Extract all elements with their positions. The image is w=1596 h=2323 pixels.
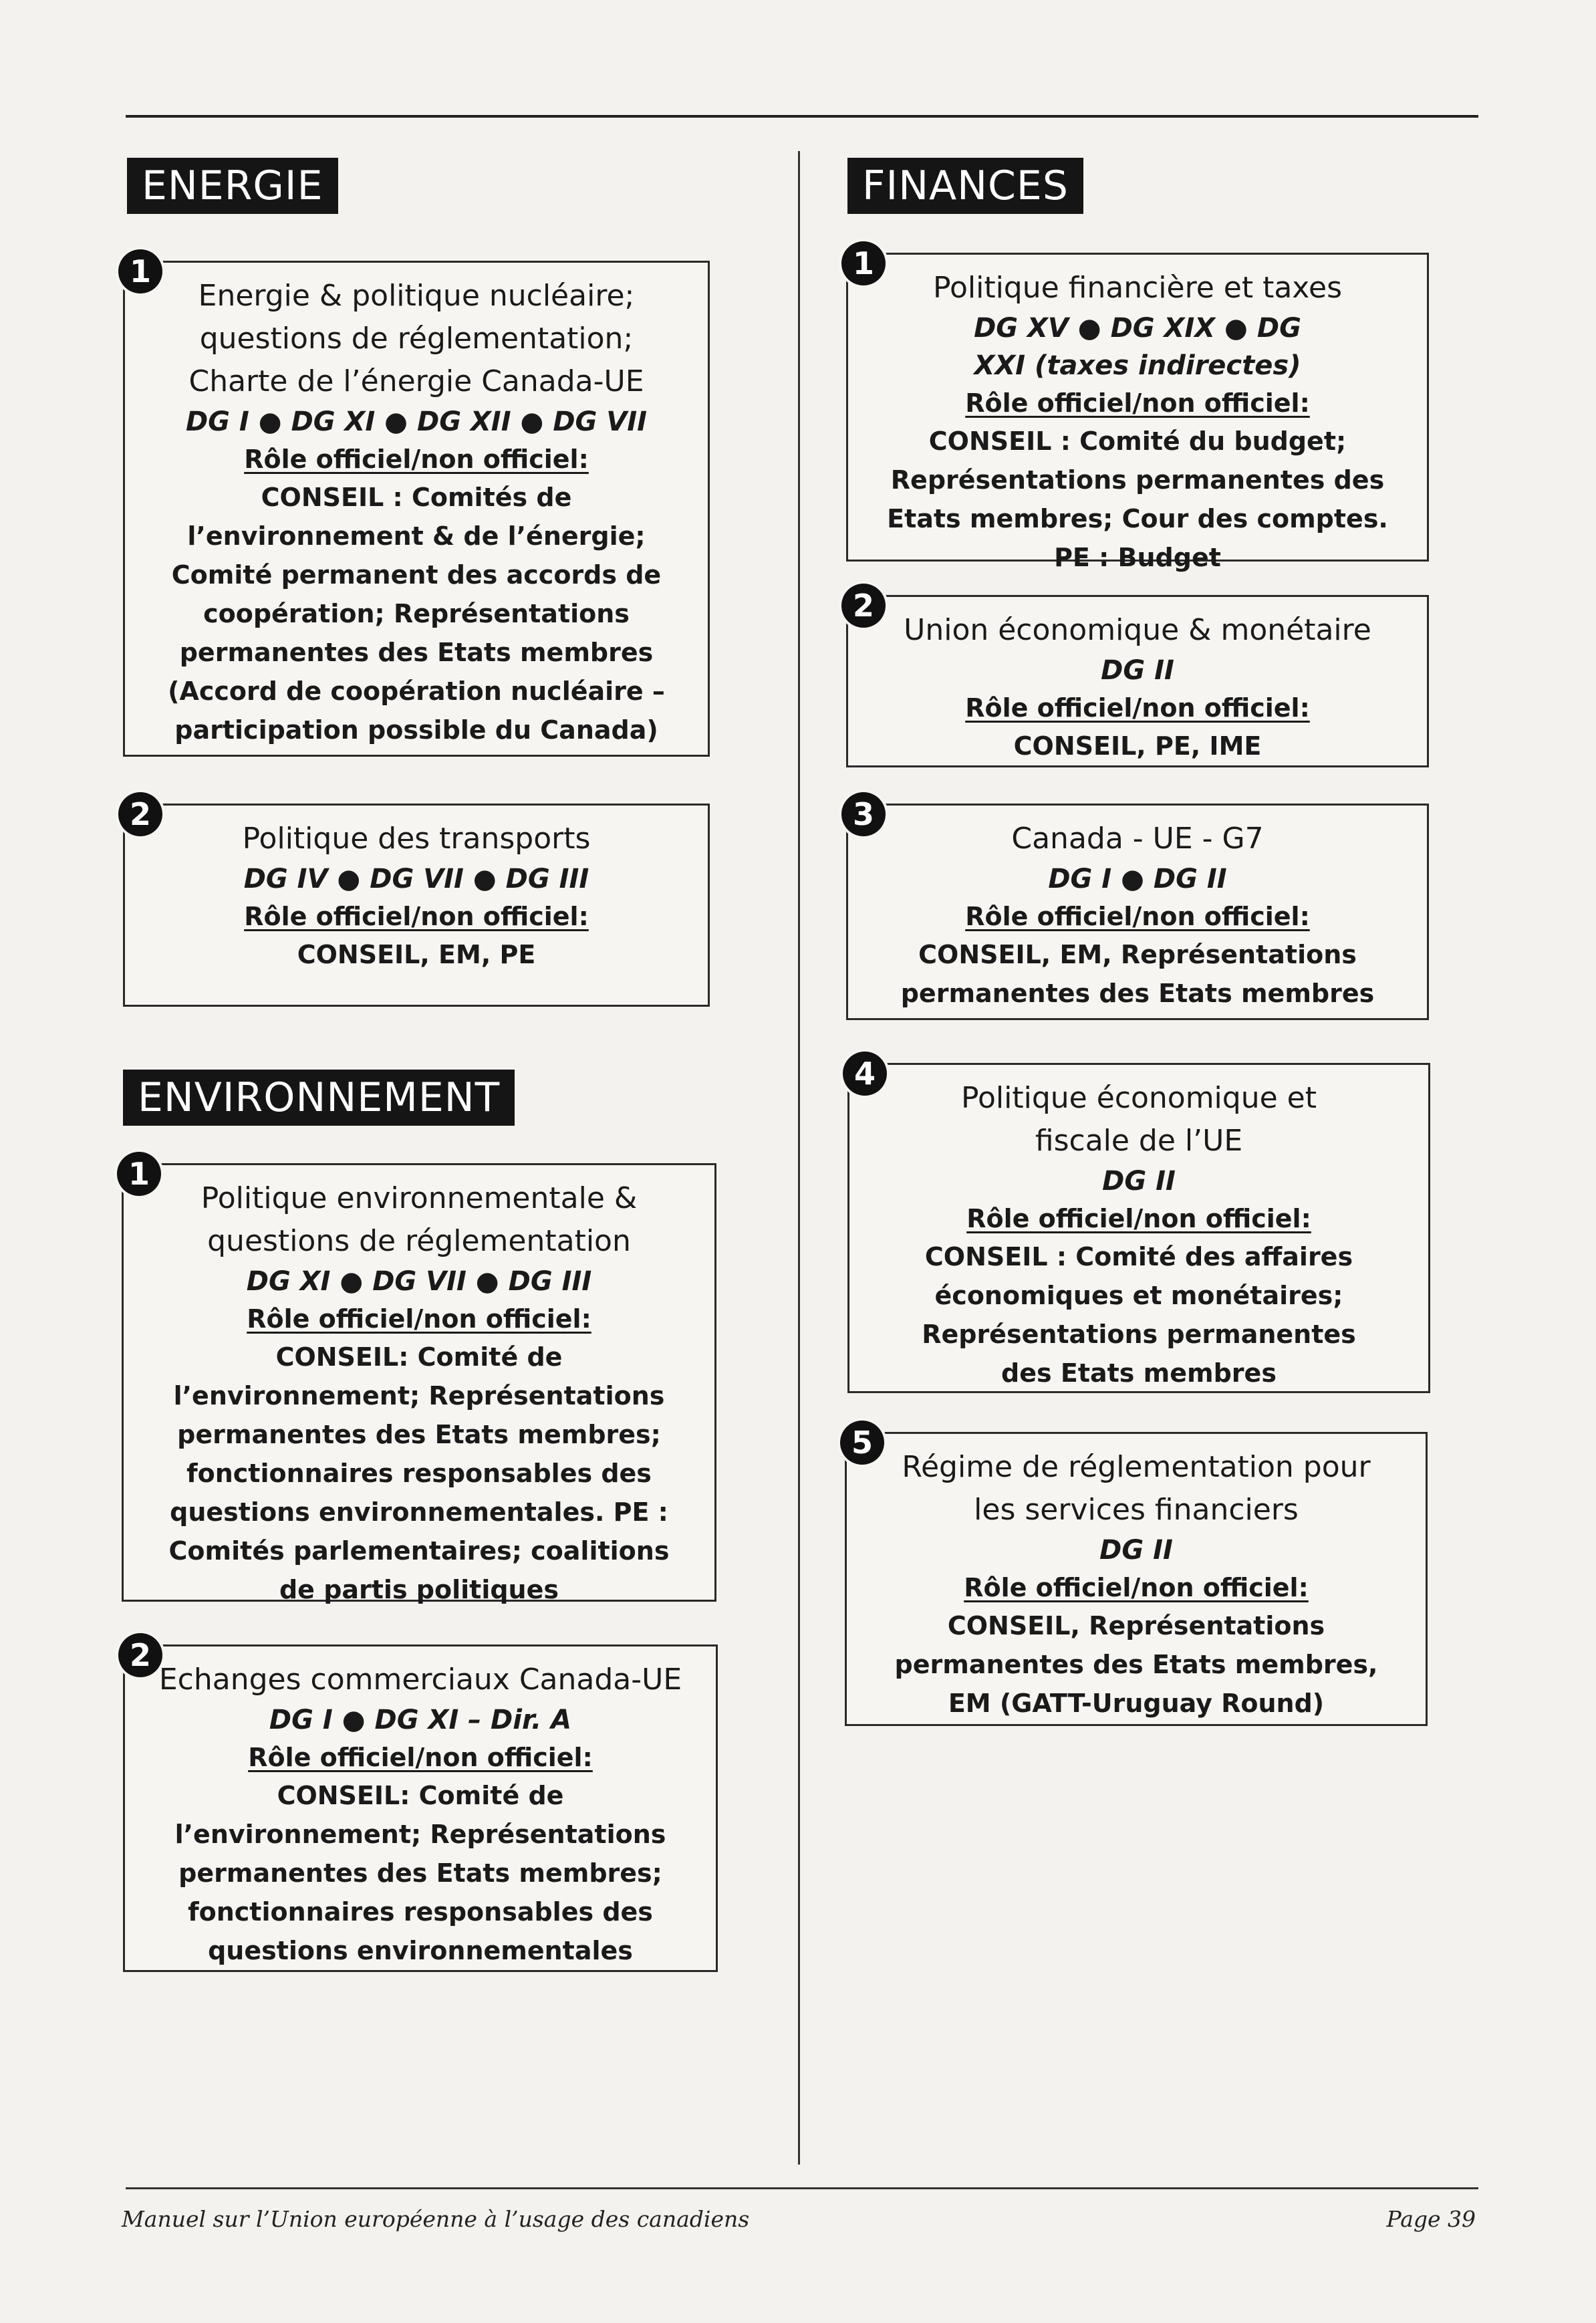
footer-publication-title: Manuel sur l’Union européenne à l’usage des canadiens xyxy=(122,2206,750,2232)
box-dg: DG XV ● DG XIX ● DG XXI (taxes indirectes) xyxy=(974,313,1301,381)
environnement-box-2 xyxy=(123,1637,718,1972)
box-dg: DG XI ● DG VII ● DG III xyxy=(246,1266,592,1297)
box-role: Rôle officiel/non officiel: xyxy=(964,1573,1309,1602)
box-body: CONSEIL, Représentations permanentes des Etats membres, EM (GATT-Uruguay Round) xyxy=(894,1611,1378,1718)
box-role: Rôle officiel/non officiel: xyxy=(965,693,1310,723)
finances-box-4 xyxy=(847,1056,1430,1393)
section-label-energie: ENERGIE xyxy=(127,158,338,214)
bottom-rule xyxy=(126,2187,1478,2189)
number-badge: 1 xyxy=(118,249,162,293)
section-label-environnement: ENVIRONNEMENT xyxy=(123,1070,515,1126)
box-role: Rôle officiel/non officiel: xyxy=(244,445,589,474)
box-role: Rôle officiel/non officiel: xyxy=(965,902,1310,931)
box-role: Rôle officiel/non officiel: xyxy=(248,1743,593,1772)
box-body: CONSEIL, EM, PE xyxy=(297,940,536,969)
footer-page-number: Page 39 xyxy=(1386,2206,1476,2232)
finances-box-5 xyxy=(845,1425,1428,1726)
number-badge: 2 xyxy=(841,584,886,628)
box-dg: DG I ● DG XI ● DG XII ● DG VII xyxy=(185,406,648,437)
finances-box-2 xyxy=(846,588,1429,767)
box-body: CONSEIL: Comité de l’environnement; Représentations permanentes des Etats membres; fonctionnaires responsables des questions environnementales xyxy=(174,1781,666,1965)
energie-box-2 xyxy=(123,796,710,1007)
number-badge: 3 xyxy=(841,792,886,836)
section-label-finances: FINANCES xyxy=(847,158,1083,214)
finances-box-3 xyxy=(846,796,1429,1020)
box-dg: DG II xyxy=(1102,1166,1176,1197)
box-body: CONSEIL : Comité du budget; Représentations permanentes des Etats membres; Cour des comptes. PE : Budget xyxy=(887,426,1388,572)
box-title: Union économique & monétaire xyxy=(904,613,1371,647)
number-badge: 4 xyxy=(843,1052,887,1096)
number-badge: 2 xyxy=(118,792,162,836)
box-dg: DG I ● DG XI – Dir. A xyxy=(269,1705,572,1735)
box-body: CONSEIL: Comité de l’environnement; Représentations permanentes des Etats membres; fonctionnaires responsables des questions environnementales. PE : Comités parlementaires; coalitions de partis politiques xyxy=(168,1342,670,1604)
number-badge: 5 xyxy=(840,1421,884,1465)
box-body: CONSEIL, EM, Représentations permanentes des Etats membres xyxy=(900,940,1375,1008)
box-dg: DG II xyxy=(1101,655,1174,686)
box-title: Politique environnementale & questions de réglementation xyxy=(201,1181,638,1258)
box-role: Rôle officiel/non officiel: xyxy=(247,1304,591,1334)
box-body: CONSEIL, PE, IME xyxy=(1013,731,1262,761)
box-title: Politique économique et fiscale de l’UE xyxy=(961,1081,1317,1158)
energie-box-1 xyxy=(123,253,710,757)
box-title: Echanges commerciaux Canada-UE xyxy=(158,1663,682,1697)
box-title: Régime de réglementation pour les services financiers xyxy=(902,1450,1371,1527)
box-body: CONSEIL : Comités de l’environnement & de l’énergie; Comité permanent des accords de coopération; Représentations permanentes des Etats membres (Accord de coopération nucléaire – participation possible du Canada) xyxy=(168,483,665,745)
box-dg: DG II xyxy=(1099,1535,1173,1566)
box-title: Canada - UE - G7 xyxy=(1011,822,1264,856)
environnement-box-1 xyxy=(122,1156,716,1604)
box-body: CONSEIL : Comité des affaires économiques et monétaires; Représentations permanentes des Etats membres xyxy=(922,1242,1356,1388)
box-dg: DG I ● DG II xyxy=(1048,864,1227,894)
box-role: Rôle officiel/non officiel: xyxy=(244,902,589,931)
top-rule xyxy=(126,115,1478,118)
finances-box-1 xyxy=(846,245,1429,572)
box-dg: DG IV ● DG VII ● DG III xyxy=(243,864,589,894)
number-badge: 2 xyxy=(118,1633,162,1677)
number-badge: 1 xyxy=(117,1152,161,1196)
box-title: Politique des transports xyxy=(242,822,591,856)
box-role: Rôle officiel/non officiel: xyxy=(966,1204,1311,1233)
box-title: Energie & politique nucléaire; questions de réglementation; Charte de l’énergie Canada-UE xyxy=(188,279,644,398)
column-divider xyxy=(798,151,800,2165)
box-role: Rôle officiel/non officiel: xyxy=(965,388,1310,418)
box-title: Politique financière et taxes xyxy=(932,271,1342,305)
number-badge: 1 xyxy=(841,241,886,285)
